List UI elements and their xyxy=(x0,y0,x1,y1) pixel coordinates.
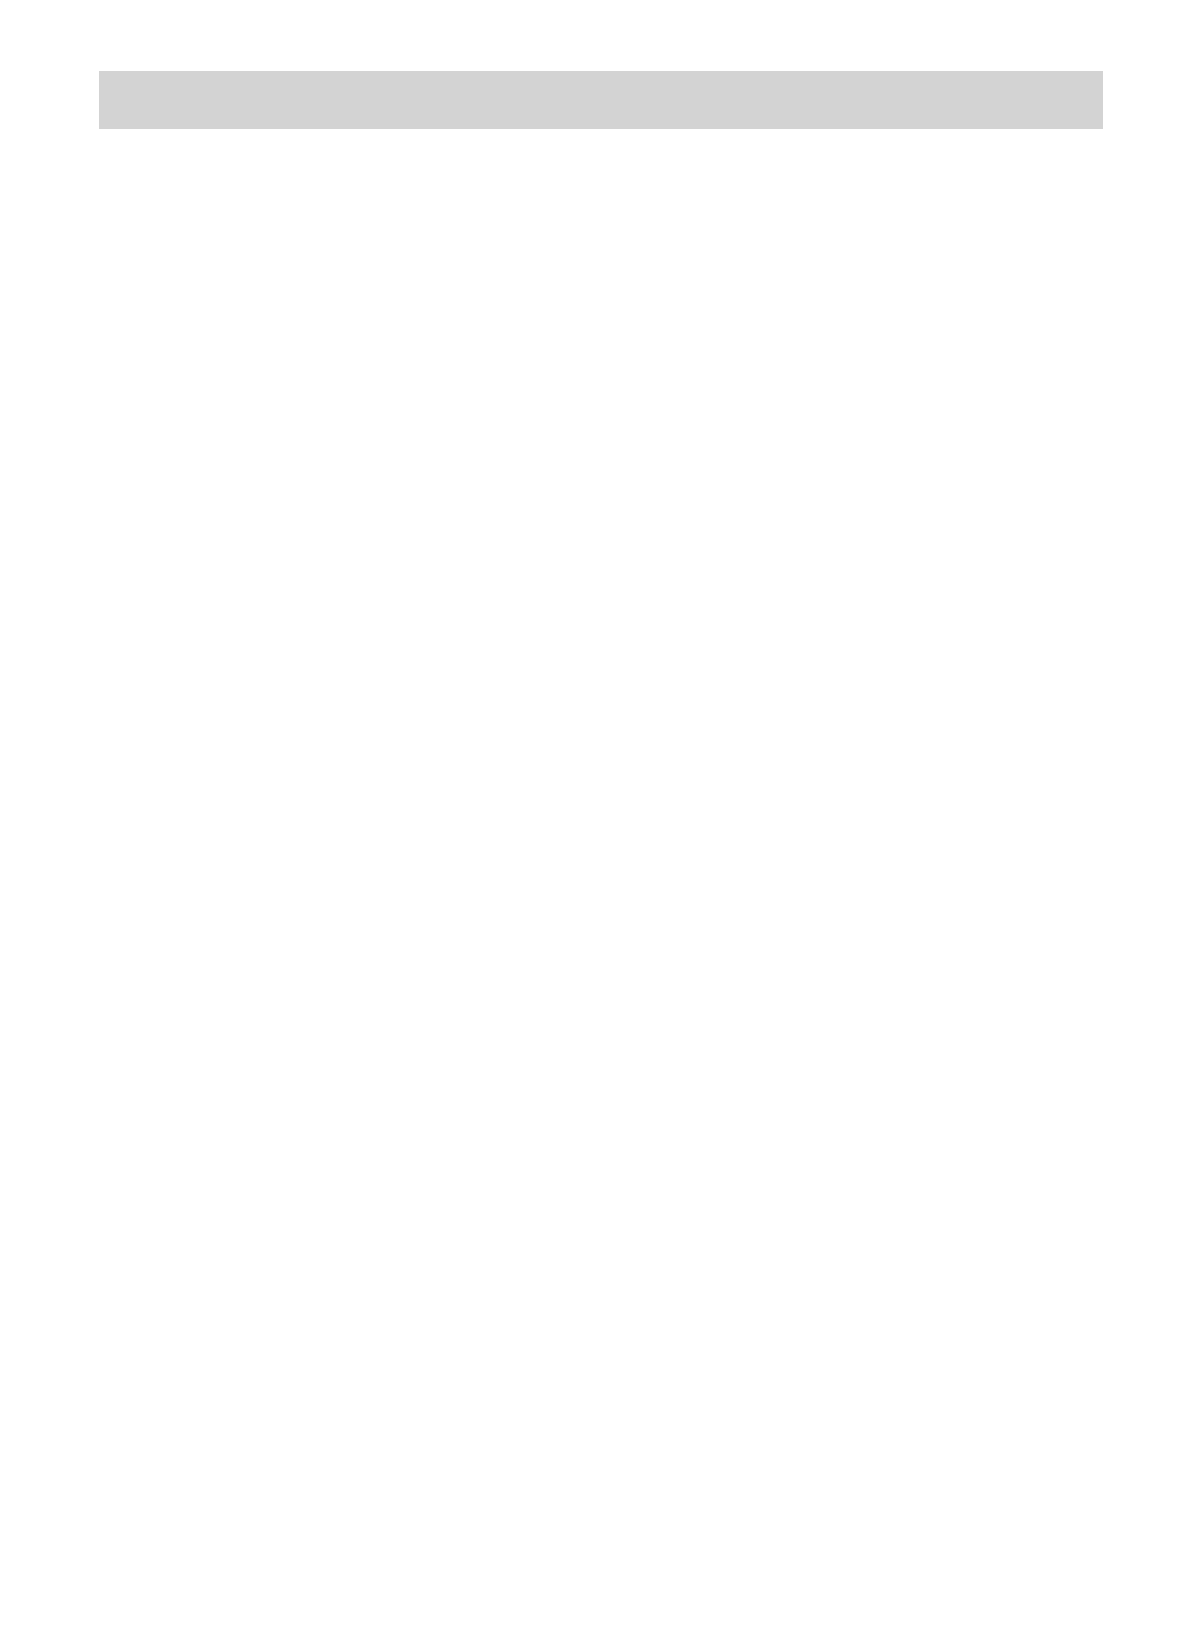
dot-connect-diagram xyxy=(280,825,940,1225)
intro-text-block xyxy=(128,151,1076,156)
page-header xyxy=(99,71,1103,129)
